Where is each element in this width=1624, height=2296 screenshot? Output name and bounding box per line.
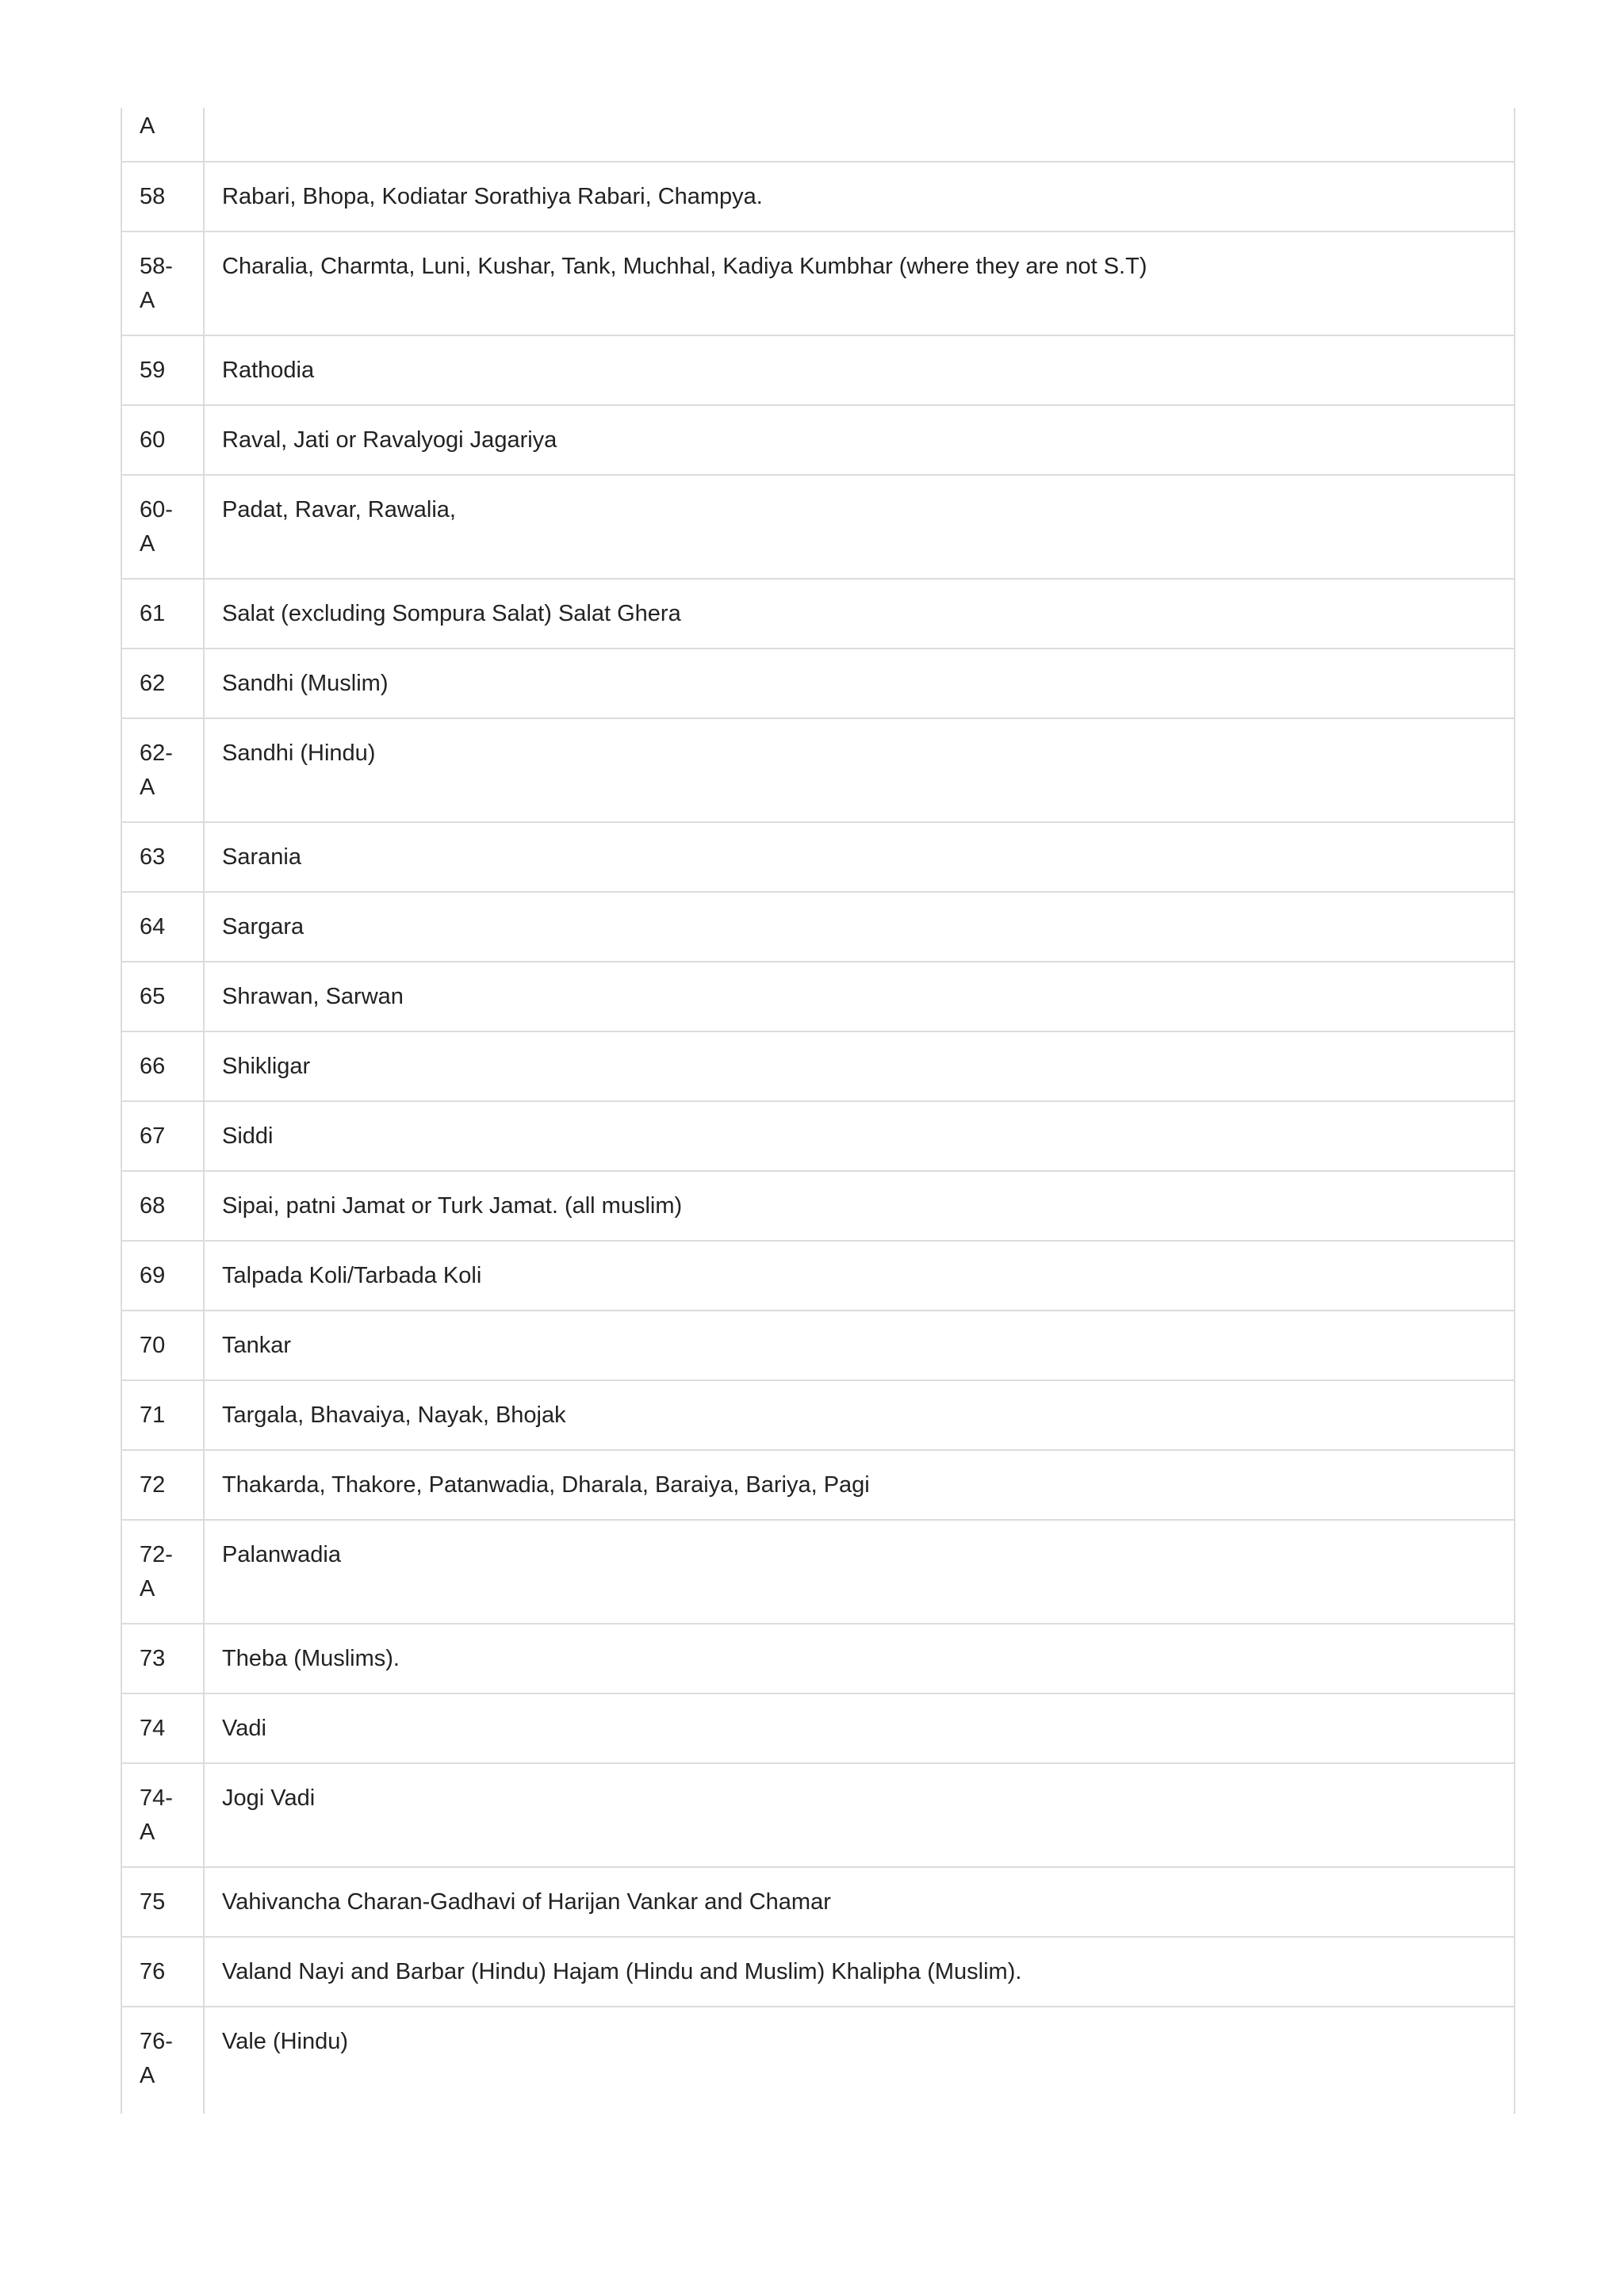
table-row xyxy=(121,892,1515,962)
row-number: 74 xyxy=(121,1693,204,1763)
table-row xyxy=(121,1520,1515,1624)
table-row xyxy=(121,405,1515,475)
row-number: 76-A xyxy=(121,2007,204,2114)
table-row xyxy=(121,579,1515,649)
row-text: Siddi xyxy=(204,1101,1515,1171)
row-text: Theba (Muslims). xyxy=(204,1624,1515,1693)
row-number: A xyxy=(121,108,204,162)
row-text: Sarania xyxy=(204,822,1515,892)
row-number: 58 xyxy=(121,162,204,232)
row-text: Thakarda, Thakore, Patanwadia, Dharala, Baraiya, Bariya, Pagi xyxy=(204,1450,1515,1520)
row-number: 76 xyxy=(121,1937,204,2007)
table-row xyxy=(121,962,1515,1031)
row-number: 70 xyxy=(121,1311,204,1380)
row-number: 66 xyxy=(121,1031,204,1101)
table-row xyxy=(121,1380,1515,1450)
row-number: 75 xyxy=(121,1867,204,1937)
row-number: 72-A xyxy=(121,1520,204,1624)
table-row xyxy=(121,1241,1515,1311)
row-number: 63 xyxy=(121,822,204,892)
row-number: 68 xyxy=(121,1171,204,1241)
row-number: 72 xyxy=(121,1450,204,1520)
row-text: Raval, Jati or Ravalyogi Jagariya xyxy=(204,405,1515,475)
table-row xyxy=(121,232,1515,335)
row-text: Palanwadia xyxy=(204,1520,1515,1624)
table-row xyxy=(121,1937,1515,2007)
table-row xyxy=(121,1311,1515,1380)
table-row xyxy=(121,1693,1515,1763)
row-number: 60 xyxy=(121,405,204,475)
row-text: Vadi xyxy=(204,1693,1515,1763)
row-text: Salat (excluding Sompura Salat) Salat Ghera xyxy=(204,579,1515,649)
table-row xyxy=(121,1624,1515,1693)
table-row xyxy=(121,1450,1515,1520)
table-row xyxy=(121,1101,1515,1171)
table-row xyxy=(121,822,1515,892)
row-number: 58-A xyxy=(121,232,204,335)
row-text: Charalia, Charmta, Luni, Kushar, Tank, Muchhal, Kadiya Kumbhar (where they are not S.T) xyxy=(204,232,1515,335)
row-text: Tankar xyxy=(204,1311,1515,1380)
row-number: 64 xyxy=(121,892,204,962)
row-number: 67 xyxy=(121,1101,204,1171)
row-number: 69 xyxy=(121,1241,204,1311)
row-number: 65 xyxy=(121,962,204,1031)
row-text: Vahivancha Charan-Gadhavi of Harijan Vankar and Chamar xyxy=(204,1867,1515,1937)
table-row xyxy=(121,2007,1515,2114)
row-text: Targala, Bhavaiya, Nayak, Bhojak xyxy=(204,1380,1515,1450)
row-number: 60-A xyxy=(121,475,204,579)
row-text: Shikligar xyxy=(204,1031,1515,1101)
row-number: 62 xyxy=(121,649,204,718)
row-text: Sargara xyxy=(204,892,1515,962)
table-row xyxy=(121,475,1515,579)
row-text: Sandhi (Hindu) xyxy=(204,718,1515,822)
row-number: 74-A xyxy=(121,1763,204,1867)
row-text: Shrawan, Sarwan xyxy=(204,962,1515,1031)
row-number: 73 xyxy=(121,1624,204,1693)
row-text: Vale (Hindu) xyxy=(204,2007,1515,2114)
table-row xyxy=(121,718,1515,822)
row-text: Padat, Ravar, Rawalia, xyxy=(204,475,1515,579)
row-number: 61 xyxy=(121,579,204,649)
row-text xyxy=(204,108,1515,162)
row-text: Sipai, patni Jamat or Turk Jamat. (all muslim) xyxy=(204,1171,1515,1241)
table-row xyxy=(121,108,1515,162)
row-text: Sandhi (Muslim) xyxy=(204,649,1515,718)
row-text: Rabari, Bhopa, Kodiatar Sorathiya Rabari, Champya. xyxy=(204,162,1515,232)
table-row xyxy=(121,1763,1515,1867)
row-text: Rathodia xyxy=(204,335,1515,405)
row-number: 71 xyxy=(121,1380,204,1450)
row-text: Jogi Vadi xyxy=(204,1763,1515,1867)
caste-list-table xyxy=(121,108,1515,2114)
row-number: 59 xyxy=(121,335,204,405)
row-text: Valand Nayi and Barbar (Hindu) Hajam (Hindu and Muslim) Khalipha (Muslim). xyxy=(204,1937,1515,2007)
table-row xyxy=(121,1171,1515,1241)
table-row xyxy=(121,1867,1515,1937)
row-number: 62-A xyxy=(121,718,204,822)
table-row xyxy=(121,649,1515,718)
table-row xyxy=(121,335,1515,405)
row-text: Talpada Koli/Tarbada Koli xyxy=(204,1241,1515,1311)
table-row xyxy=(121,162,1515,232)
table-row xyxy=(121,1031,1515,1101)
